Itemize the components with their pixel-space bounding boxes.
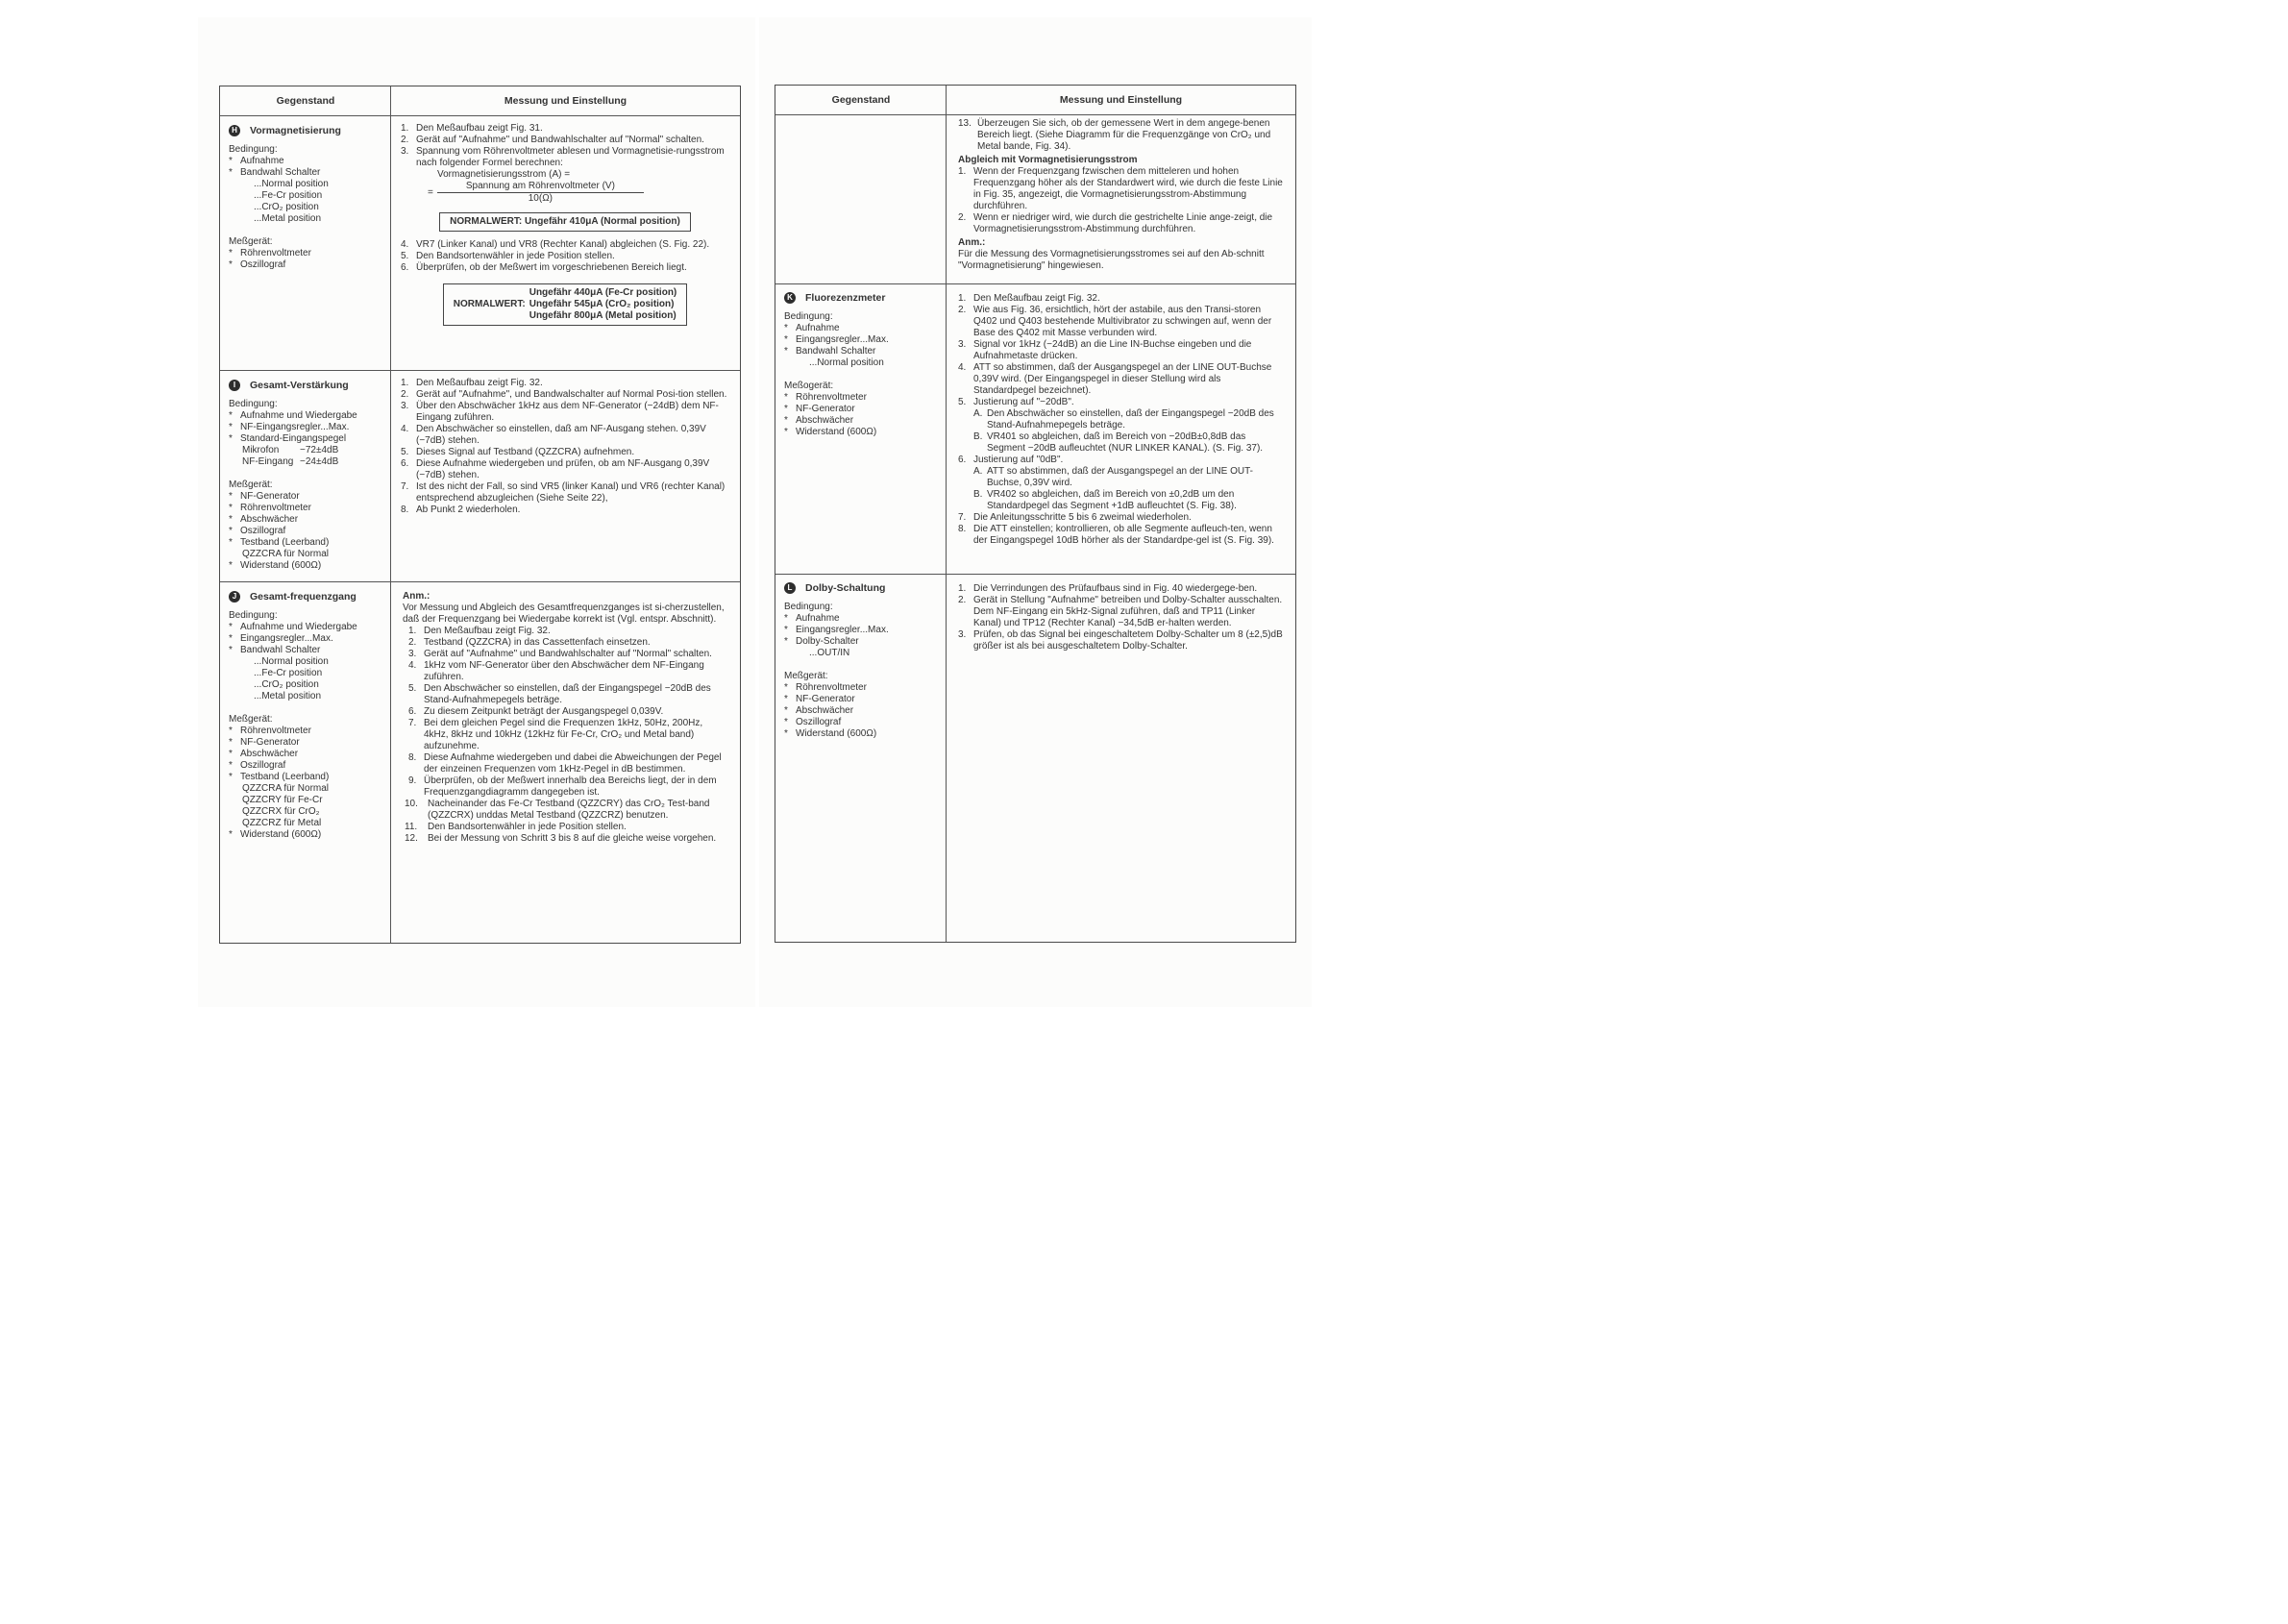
step-item: 3. Signal vor 1kHz (−24dB) an die Line IN-Buchse eingeben und die Aufnahmetaste drücken. — [958, 339, 1252, 361]
condition-item: * Bandwahl Schalter — [229, 167, 321, 178]
section-gesamt-verstaerkung-steps — [401, 378, 729, 516]
formula-lhs: Vormagnetisierungsstrom (A) = — [437, 169, 571, 180]
row-divider-2 — [220, 581, 740, 582]
step-item: 5. Dieses Signal auf Testband (QZZCRA) aufnehmen. — [401, 447, 635, 457]
testband-sub: QZZCRZ für Metal — [242, 818, 322, 828]
pegel-row: NF-Eingang −24±4dB — [242, 456, 339, 467]
condition-item: * Eingangsregler...Max. — [229, 633, 333, 644]
section-vormagnetisierung-steps — [401, 123, 729, 326]
row-divider-1 — [220, 370, 740, 371]
testband-sub: QZZCRA für Normal — [242, 783, 330, 794]
condition-item: * Aufnahme und Wiedergabe — [229, 410, 357, 421]
step-item: 4. Den Abschwächer so einstellen, daß am NF-Ausgang stehen. 0,39V (−7dB) stehen. — [401, 424, 706, 446]
step-item: 4. ATT so abstimmen, daß der Ausgangspegel an der LINE OUT-Buchse 0,39V wird. (Der Eingangspegel in dieser Stellung wird als Standardpegel bezeichnet). — [958, 362, 1272, 396]
instrument-item: * Testband (Leerband) — [229, 772, 330, 782]
position-item: ...Normal position — [254, 179, 329, 189]
header-divider — [220, 115, 740, 116]
bedingung-label: Bedingung: — [229, 399, 278, 409]
step-item: 2. Gerät auf "Aufnahme" und Bandwahlschalter auf "Normal" schalten. — [401, 135, 704, 145]
step-item: 2. Wie aus Fig. 36, ersichtlich, hört der astabile, aus den Transi-storen Q402 und Q403 bestehende Multivibrator zu schwingen auf, wenn der Base des Q402 mit Masse verbunden wird. — [958, 305, 1272, 338]
instrument-item: * Röhrenvoltmeter — [784, 392, 867, 403]
section-dolby-schaltung-steps — [958, 583, 1285, 652]
instrument-item: * Abschwächer — [784, 705, 854, 716]
row-divider-2 — [775, 574, 1295, 575]
step-item: 1. Die Verrindungen des Prüfaufbaus sind in Fig. 40 wiedergege-ben. — [958, 583, 1258, 594]
section-badge-icon: I — [229, 380, 240, 391]
condition-item: * Eingangsregler...Max. — [784, 625, 889, 635]
bedingung-label: Bedingung: — [229, 144, 278, 155]
instrument-item: * Röhrenvoltmeter — [229, 503, 311, 513]
section-badge-icon: J — [229, 591, 240, 603]
step-item: 1. Den Meßaufbau zeigt Fig. 32. — [401, 378, 543, 388]
step-item: 2. Gerät auf "Aufnahme", und Bandwalschalter auf Normal Posi-tion stellen. — [401, 389, 727, 400]
normalwert-line: Ungefähr 440μA (Fe-Cr position) — [529, 287, 677, 298]
anm-text: Vor Messung und Abgleich des Gesamtfrequenzganges ist si-cherzustellen, daß der Frequenzgang bei Wiedergabe korrekt ist (Vgl. entspr. Abschnitt). — [403, 603, 725, 625]
instrument-item: * Oszillograf — [229, 760, 286, 771]
condition-item: * NF-Eingangsregler...Max. — [229, 422, 350, 432]
section-gesamt-frequenzgang-steps — [403, 591, 729, 845]
step-item: 10. Nacheinander das Fe-Cr Testband (QZZCRY) das CrO₂ Test-band (QZZCRX) unddas Metal Testband (QZZCRZ) benutzen. — [405, 799, 710, 821]
step-item: 7. Die Anleitungsschritte 5 bis 6 zweimal wiederholen. — [958, 512, 1192, 523]
step-item: 6. Zu diesem Zeitpunkt beträgt der Ausgangspegel 0,039V. — [408, 706, 664, 717]
header-gegenstand: Gegenstand — [276, 95, 335, 107]
step-item: 5. Den Bandsortenwähler in jede Position stellen. — [401, 251, 615, 261]
condition-item: * Eingangsregler...Max. — [784, 334, 889, 345]
messgeraet-label: Meßgerät: — [784, 671, 828, 681]
position-item: ...Metal position — [254, 691, 322, 701]
testband-sub: QZZCRA für Normal — [242, 549, 330, 559]
instrument-item: * Oszillograf — [784, 717, 842, 727]
instrument-item: * NF-Generator — [784, 404, 855, 414]
messgeraet-label: Meßogerät: — [784, 381, 834, 391]
step-item: 3. Über den Abschwächer 1kHz aus dem NF-Generator (−24dB) dem NF-Eingang zuführen. — [401, 401, 719, 423]
section-title: Gesamt-Verstärkung — [250, 380, 349, 391]
instrument-item: * Abschwächer — [784, 415, 854, 426]
step-item: 8. Die ATT einstellen; kontrollieren, ob alle Segmente aufleuch-ten, wenn der Eingangspegel 10dB hörher als der Standardpe-gel ist (S. Fig. 39). — [958, 524, 1274, 546]
section-vormagnetisierung-conditions — [229, 125, 387, 271]
row-divider-1 — [775, 283, 1295, 284]
position-item: ...CrO₂ position — [254, 679, 319, 690]
step-item: 7. Bei dem gleichen Pegel sind die Frequenzen 1kHz, 50Hz, 200Hz, 4kHz, 8kHz und 10kHz (12kHz für Fe-Cr, CrO₂ und Metal band) aufzunehme. — [408, 718, 703, 751]
section-fluorezenzmeter-conditions — [784, 292, 943, 438]
step-item: 3. Gerät auf "Aufnahme" und Bandwahlschalter auf "Normal" schalten. — [408, 649, 712, 659]
anm-label: Anm.: — [403, 591, 431, 602]
bedingung-label: Bedingung: — [229, 610, 278, 621]
column-divider — [946, 86, 947, 942]
condition-item: * Aufnahme — [229, 156, 284, 166]
sub-step: B. VR402 so abgleichen, daß im Bereich von ±0,2dB um den Standardpegel das Segment +1dB aufleuchtet (S. Fig. 38). — [973, 489, 1237, 511]
step-item: 5. Justierung auf "−20dB". A. Den Abschwächer so einstellen, daß der Eingangspegel −20dB des Stand-Aufnahmepegels beträge. B. VR401 so abgleichen, daß im Bereich von −20dB±0,8dB das Segment −20dB aufleuchtet (NUR LINKER KANAL). (S. Fig. 37). — [958, 397, 1285, 455]
instrument-item: * Abschwächer — [229, 749, 299, 759]
instrument-item: * Röhrenvoltmeter — [229, 726, 311, 736]
messgeraet-label: Meßgerät: — [229, 480, 273, 490]
condition-item: * Aufnahme — [784, 613, 840, 624]
position-item: ...Normal position — [254, 656, 329, 667]
section-badge-icon: H — [229, 125, 240, 136]
condition-item: * Aufnahme — [784, 323, 840, 333]
instrument-item: * NF-Generator — [229, 491, 300, 502]
column-divider — [390, 86, 391, 943]
step-item: 8. Ab Punkt 2 wiederholen. — [401, 504, 521, 515]
instrument-item: * Oszillograf — [229, 259, 286, 270]
sub-step: B. VR401 so abgleichen, daß im Bereich von −20dB±0,8dB das Segment −20dB aufleuchtet (NUR LINKER KANAL). (S. Fig. 37). — [973, 431, 1264, 454]
instrument-item: * Abschwächer — [229, 514, 299, 525]
bedingung-label: Bedingung: — [784, 602, 833, 612]
condition-item: * Standard-Eingangspegel — [229, 433, 347, 444]
messgeraet-label: Meßgerät: — [229, 714, 273, 725]
instrument-item: * Widerstand (600Ω) — [784, 728, 877, 739]
step-item: 11. Den Bandsortenwähler in jede Position stellen. — [405, 822, 627, 832]
step-item: 3. Prüfen, ob das Signal bei eingeschaltetem Dolby-Schalter um 8 (±2,5)dB größer ist als bei ausgeschaltetem Dolby-Schalter. — [958, 629, 1283, 652]
sub-step: A. Den Abschwächer so einstellen, daß der Eingangspegel −20dB des Stand-Aufnahmepegels beträge. — [973, 408, 1274, 431]
header-messung: Messung und Einstellung — [504, 95, 627, 107]
section-gesamt-verstaerkung-conditions — [229, 380, 387, 572]
header-divider — [775, 114, 1295, 115]
step-item: 6. Justierung auf "0dB". A. ATT so abstimmen, daß der Ausgangspegel an der LINE OUT-Buchse, 0,39V wird. B. VR402 so abgleichen, daß im Bereich von ±0,2dB um den Standardpegel das Segment +1dB aufleuchtet (S. Fig. 38). — [958, 455, 1285, 512]
messgeraet-label: Meßgerät: — [229, 236, 273, 247]
left-table — [219, 86, 741, 944]
condition-item: * Dolby-Schalter — [784, 636, 859, 647]
section-badge-icon: K — [784, 292, 796, 304]
instrument-item: * NF-Generator — [229, 737, 300, 748]
step-item: 2. Wenn er niedriger wird, wie durch die gestrichelte Linie ange-zeigt, die Vormagnetisierungsstrom-Abstimmung durchführen. — [958, 212, 1273, 234]
section-title: Vormagnetisierung — [250, 125, 341, 136]
instrument-item: * Widerstand (600Ω) — [784, 427, 877, 437]
section-title: Dolby-Schaltung — [805, 582, 886, 594]
step-item: 1. Den Meßaufbau zeigt Fig. 31. — [401, 123, 543, 134]
step-item: 7. Ist des nicht der Fall, so sind VR5 (linker Kanal) und VR6 (rechter Kanal) entsprechend abzugleichen (Siehe Seite 22), — [401, 481, 726, 504]
step-item: 2. Testband (QZZCRA) in das Cassettenfach einsetzen. — [408, 637, 651, 648]
instrument-item: * Widerstand (600Ω) — [229, 560, 322, 571]
step-item: 13. Überzeugen Sie sich, ob der gemessene Wert in dem angege-benen Bereich liegt. (Siehe Diagramm für die Frequenzgänge von CrO₂ und Metal bande, Fig. 34). — [958, 118, 1271, 152]
step-item: 2. Gerät in Stellung "Aufnahme" betreiben und Dolby-Schalter ausschalten. Dem NF-Eingang ein 5kHz-Signal zuführen, daß and TP11 (Linker Kanal) und TP12 (Rechter Kanal) −34,5dB er-halten werden. — [958, 595, 1283, 628]
testband-sub: QZZCRY für Fe-Cr — [242, 795, 323, 805]
step-item: 4. VR7 (Linker Kanal) und VR8 (Rechter Kanal) abgleichen (S. Fig. 22). — [401, 239, 710, 250]
condition-item: * Aufnahme und Wiedergabe — [229, 622, 357, 632]
step-item: 9. Überprüfen, ob der Meßwert innerhalb dea Bereichs liegt, der in dem Frequenzgangdiagramm dangegeben ist. — [408, 775, 717, 798]
position-item: ...Metal position — [254, 213, 322, 224]
section-fluorezenzmeter-steps — [958, 293, 1285, 547]
step-item: 6. Diese Aufnahme wiedergeben und prüfen, ob am NF-Ausgang 0,39V (−7dB) stehen. — [401, 458, 710, 480]
section-dolby-schaltung-conditions — [784, 582, 943, 740]
continuation-steps — [958, 118, 1285, 272]
section-title: Fluorezenzmeter — [805, 292, 886, 304]
header-messung: Messung und Einstellung — [1059, 94, 1183, 106]
step-item: 1. Wenn der Frequenzgang fzwischen dem mitteleren und hohen Frequenzgang höher als der Standardwert wird, wie durch die feste Linie in Fig. 35, angezeigt, die Vormagnetisierungsstrom-Abstimmung durchführen. — [958, 166, 1283, 211]
header-gegenstand: Gegenstand — [831, 94, 891, 106]
instrument-item: * Widerstand (600Ω) — [229, 829, 322, 840]
instrument-item: * NF-Generator — [784, 694, 855, 704]
instrument-item: * Testband (Leerband) — [229, 537, 330, 548]
formula: Vormagnetisierungsstrom (A) = = $\frac{\text{Spannung am Röhrenvoltmeter (V)}}{10(\Omega)}$ — [401, 169, 729, 205]
step-item: 4. 1kHz vom NF-Generator über den Abschwächer dem NF-Eingang zuführen. — [408, 660, 704, 682]
right-table — [775, 85, 1296, 943]
section-title: Gesamt-frequenzgang — [250, 591, 357, 603]
step-item: 1. Den Meßaufbau zeigt Fig. 32. — [958, 293, 1100, 304]
normalwert-line: Ungefähr 545μA (CrO₂ position) — [529, 299, 675, 309]
formula-denominator: 10(Ω) — [528, 193, 554, 204]
normalwert-range-box — [443, 283, 688, 326]
instrument-item: * Röhrenvoltmeter — [229, 248, 311, 258]
abgleich-title: Abgleich mit Vormagnetisierungsstrom — [958, 155, 1138, 165]
step-item: 1. Den Meßaufbau zeigt Fig. 32. — [408, 626, 551, 636]
pegel-row: Mikrofon −72±4dB — [242, 445, 339, 455]
condition-item: * Bandwahl Schalter — [784, 346, 876, 357]
position-item: ...Fe-Cr position — [254, 190, 323, 201]
normalwert-label: NORMALWERT: — [453, 299, 526, 309]
instrument-item: * Röhrenvoltmeter — [784, 682, 867, 693]
anm-text: Für die Messung des Vormagnetisierungsstromes sei auf den Ab-schnitt "Vormagnetisierung" hingewiesen. — [958, 249, 1265, 271]
step-item: 12. Bei der Messung von Schritt 3 bis 8 auf die gleiche weise vorgehen. — [405, 833, 717, 844]
position-item: ...OUT/IN — [809, 648, 850, 658]
bedingung-label: Bedingung: — [784, 311, 833, 322]
step-item: 3. Spannung vom Röhrenvoltmeter ablesen und Vormagnetisie-rungsstrom nach folgender Formel berechnen: — [401, 146, 725, 168]
position-item: ...CrO₂ position — [254, 202, 319, 212]
normalwert-line: Ungefähr 800μA (Metal position) — [529, 310, 677, 321]
normalwert-box: NORMALWERT: Ungefähr 410μA (Normal position) — [439, 212, 691, 232]
section-gesamt-frequenzgang-conditions — [229, 591, 387, 841]
position-item: ...Normal position — [809, 357, 884, 368]
formula-numerator: Spannung am Röhrenvoltmeter (V) — [437, 181, 644, 193]
anm-label: Anm.: — [958, 237, 986, 248]
testband-sub: QZZCRX für CrO₂ — [242, 806, 320, 817]
step-item: 8. Diese Aufnahme wiedergeben und dabei die Abweichungen der Pegel der einzeinen Frequenzen vom 1kHz-Pegel in dB bestimmen. — [408, 752, 722, 775]
step-item: 6. Überprüfen, ob der Meßwert im vorgeschriebenen Bereich liegt. — [401, 262, 687, 273]
step-item: 5. Den Abschwächer so einstellen, daß der Eingangspegel −20dB des Stand-Aufnahmepegels beträge. — [408, 683, 711, 705]
condition-item: * Bandwahl Schalter — [229, 645, 321, 655]
sub-step: A. ATT so abstimmen, daß der Ausgangspegel an der LINE OUT-Buchse, 0,39V wird. — [973, 466, 1253, 488]
instrument-item: * Oszillograf — [229, 526, 286, 536]
position-item: ...Fe-Cr position — [254, 668, 323, 678]
section-badge-icon: L — [784, 582, 796, 594]
